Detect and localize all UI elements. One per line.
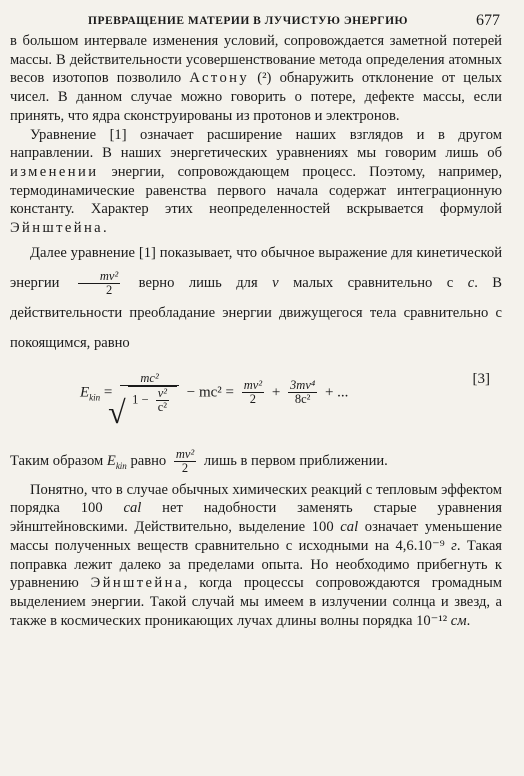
equation-ellipsis: + ... [324,384,349,401]
paragraph-2-text-b: энергии, сопровождающем процесс. Поэтому, например, термодинамические равенства первого начала содержат интеграционную константу. Характер этих неопределенностей вскрывается формулой [10,163,502,218]
paragraph-3 [10,238,502,358]
equation-fraction-2-denominator: 2 [249,392,257,407]
square-root-content [128,386,177,414]
equation-fraction-1 [108,370,179,430]
radical-sign-icon: √ [108,393,126,430]
equation-fraction-1-numerator: mc² [120,372,179,386]
equation-3 [10,360,502,444]
paragraph-3-text-a: Далее уравнение [1] показывает, что обычное выражение для кинетической энергии [10,244,502,291]
running-head-title: ПРЕВРАЩЕНИЕ МАТЕРИИ В ЛУЧИСТУЮ ЭНЕРГИЮ [88,15,409,27]
equation-minus-term: − mc² = [186,384,234,401]
paragraph-4-text-b: равно [126,452,170,469]
author-name-einstein: Эйнштейна [10,220,104,237]
root-fraction-numerator: v² [157,385,167,400]
equation-fraction-2 [242,379,264,406]
unit-gram: г [451,537,457,554]
unit-cal-2: cal [340,519,359,536]
paragraph-4-text-c: лишь в первом приближении. [200,452,388,469]
paragraph-5-text-f: . [466,612,471,629]
equation-fraction-2-numerator: mv² [243,378,263,393]
equation-fraction-3 [288,379,317,406]
running-head [10,10,502,32]
fraction-numerator: mv² [78,270,120,284]
paragraph-1-text-a: в большом интервале изменения условий, сопровождается заметной потерей массы. В действительности усовершенствование метода определения атомных весов изотопов позволило [10,33,502,87]
paragraph-3-text-c: малых сравнительно с [278,274,468,291]
root-fraction [156,387,169,414]
equation-lhs-subscript: kin [89,392,101,403]
paragraph-1 [10,32,502,126]
paragraph-4-fraction-denominator: 2 [181,460,189,475]
root-fraction-denominator: c² [157,399,167,414]
equation-lhs: E [80,384,90,401]
paragraph-5-text-b: нет надобности заменять старые уравнения эйнштейновскими. Действительно, выделение 100 [10,500,502,536]
unit-cal-1: cal [123,500,142,517]
square-root [108,385,177,430]
paragraph-2-text-a: Уравнение [1] означает расширение наших взглядов и в другом направлении. В наших энергетических уравнениях мы говорим лишь об [10,126,502,162]
paragraph-1-text-b: (²) обнаружить отклонение от целых чисел. В данном случае можно говорить о потере, дефекте массы, если принять, что ядра сконструированы из протонов и электронов. [10,70,502,124]
paragraph-3-text-b: верно лишь для [124,274,273,291]
variable-e: E [106,452,116,469]
paragraph-4 [10,446,502,481]
emphasis-change: изменении [10,163,99,180]
paragraph-4-fraction-numerator: mv² [175,446,195,461]
equation-fraction-3-numerator: 3mv⁴ [290,378,316,393]
equation-fraction-3-denominator: 8c² [294,392,311,407]
equation-number: [3] [472,370,490,387]
paragraph-2 [10,126,502,238]
equation-fraction-1-denominator [108,385,179,430]
kinetic-energy-fraction [78,270,120,297]
variable-v: v [272,274,279,291]
author-name-einstein-2: Эйнштейна [90,575,184,592]
paragraph-5-text-a: Понятно, что в случае обычных химических реакций с тепловым эффектом порядка 100 [10,481,502,517]
paragraph-4-text-a: Таким образом [10,452,107,469]
unit-cm: см [450,612,467,629]
page-number: 677 [476,12,500,29]
paragraph-5-text-d: . Такая поправка лежит далеко за пределами опыта. Но необходимо прибегнуть к уравнению [10,537,503,592]
root-one-minus: 1 − [132,392,149,407]
variable-c: c [467,274,475,291]
paragraph-2-text-c: . [103,220,107,237]
equation-body [80,370,349,430]
variable-e-subscript: kin [115,460,127,471]
equation-plus: + [271,384,281,401]
paragraph-4-fraction [174,448,196,475]
equation-equals: = [103,384,113,401]
author-name-aston: Астону [189,70,250,87]
paragraph-3-text-d: . В действительности преобладание энергии движущегося тела сравнительно с покоящимся, равно [10,274,503,351]
body-text [10,32,502,630]
paragraph-5 [10,481,502,631]
paragraph-5-text-c: означает уменьшение массы полученных веществ сравнительно с исходными на 4,6.10⁻⁹ [10,519,502,554]
paragraph-5-text-e: , когда процессы сопровождаются громадным выделением энергии. Такой случай мы имеем в излучении солнца и звезд, а также в космических проникающих лучах длины волны порядка 10⁻¹² [10,575,502,629]
fraction-denominator: 2 [105,282,113,297]
